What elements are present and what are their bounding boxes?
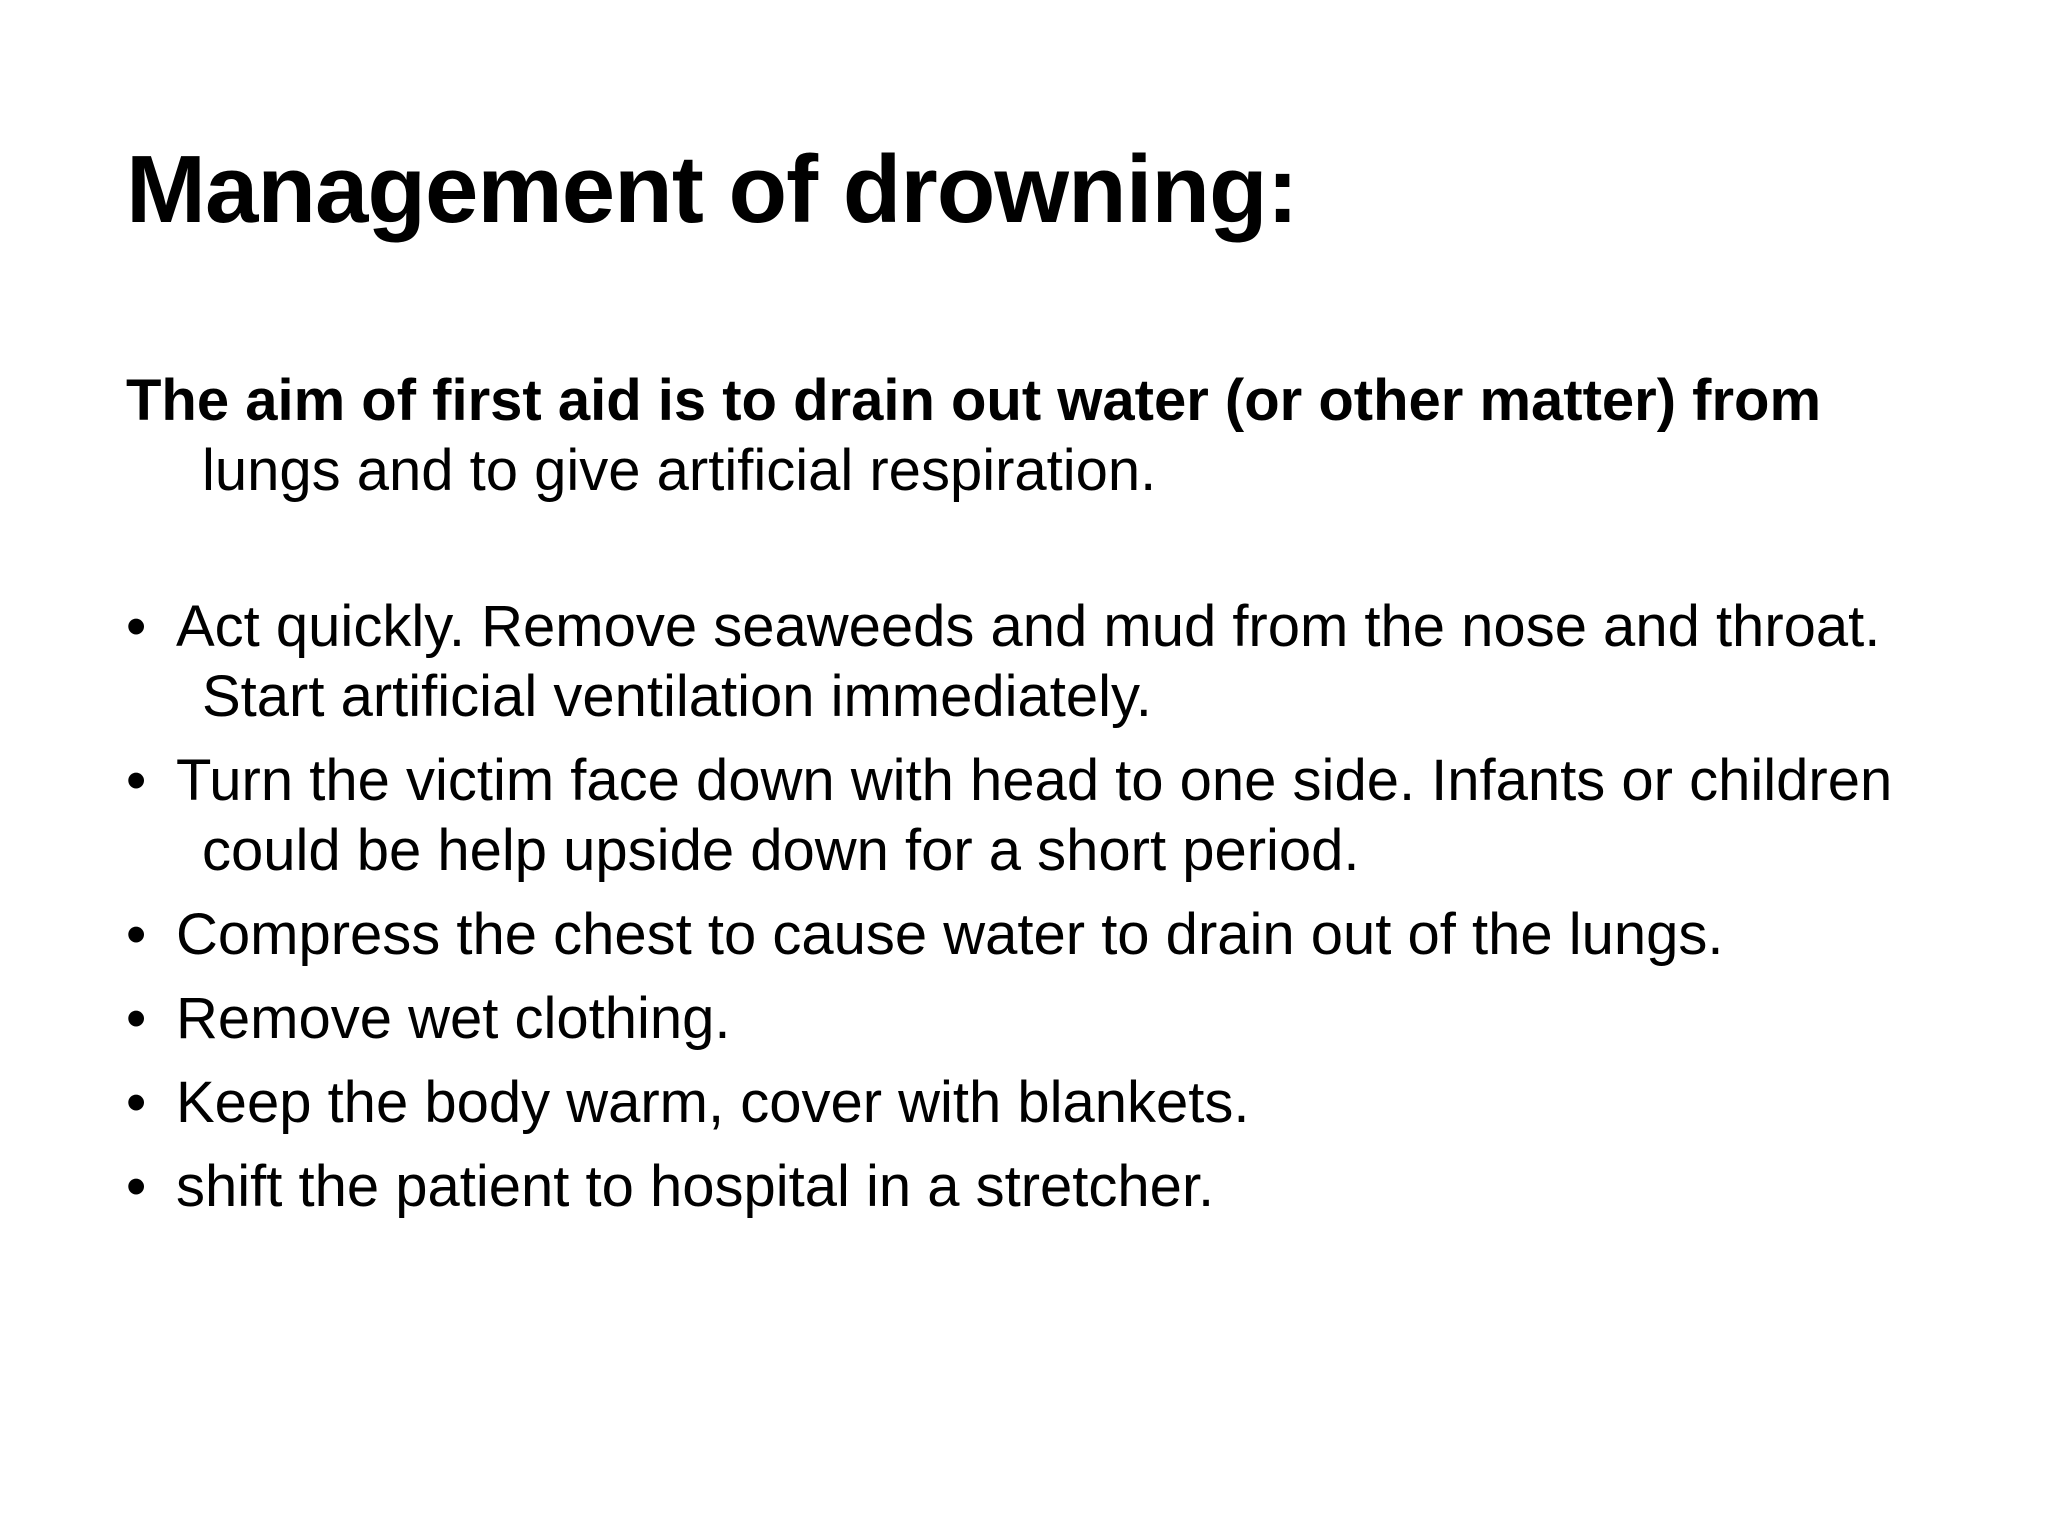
bullet-icon: •: [126, 594, 147, 659]
slide-content: [126, 366, 1956, 1236]
bullet-text: Turn the victim face down with head to one side. Infants or children could be help upside down for a short period.: [176, 748, 1893, 883]
bullet-icon: •: [126, 902, 147, 967]
bullet-text: Compress the chest to cause water to drain out of the lungs.: [176, 902, 1724, 967]
bullet-icon: •: [126, 986, 147, 1051]
bullet-item: [126, 1152, 1956, 1222]
slide-title: Management of drowning:: [126, 136, 1298, 243]
bullet-text: Remove wet clothing.: [176, 986, 731, 1051]
bullet-item: [126, 900, 1956, 970]
intro-paragraph: [126, 366, 1956, 506]
intro-bold-text: The aim of first aid is to drain out water (or other matter) from: [126, 368, 1822, 433]
bullet-item: [126, 746, 1956, 886]
bullet-item: [126, 592, 1956, 732]
bullet-item: [126, 984, 1956, 1054]
bullet-icon: •: [126, 748, 147, 813]
bullet-icon: •: [126, 1070, 147, 1135]
intro-normal-text: lungs and to give artificial respiration.: [202, 438, 1157, 503]
bullet-text: Keep the body warm, cover with blankets.: [176, 1070, 1250, 1135]
bullet-icon: •: [126, 1154, 147, 1219]
bullet-item: [126, 1068, 1956, 1138]
bullet-text: Act quickly. Remove seaweeds and mud from the nose and throat. Start artificial ventilation immediately.: [176, 594, 1881, 729]
bullet-text: shift the patient to hospital in a stretcher.: [176, 1154, 1215, 1219]
bullet-list: [126, 592, 1956, 1222]
